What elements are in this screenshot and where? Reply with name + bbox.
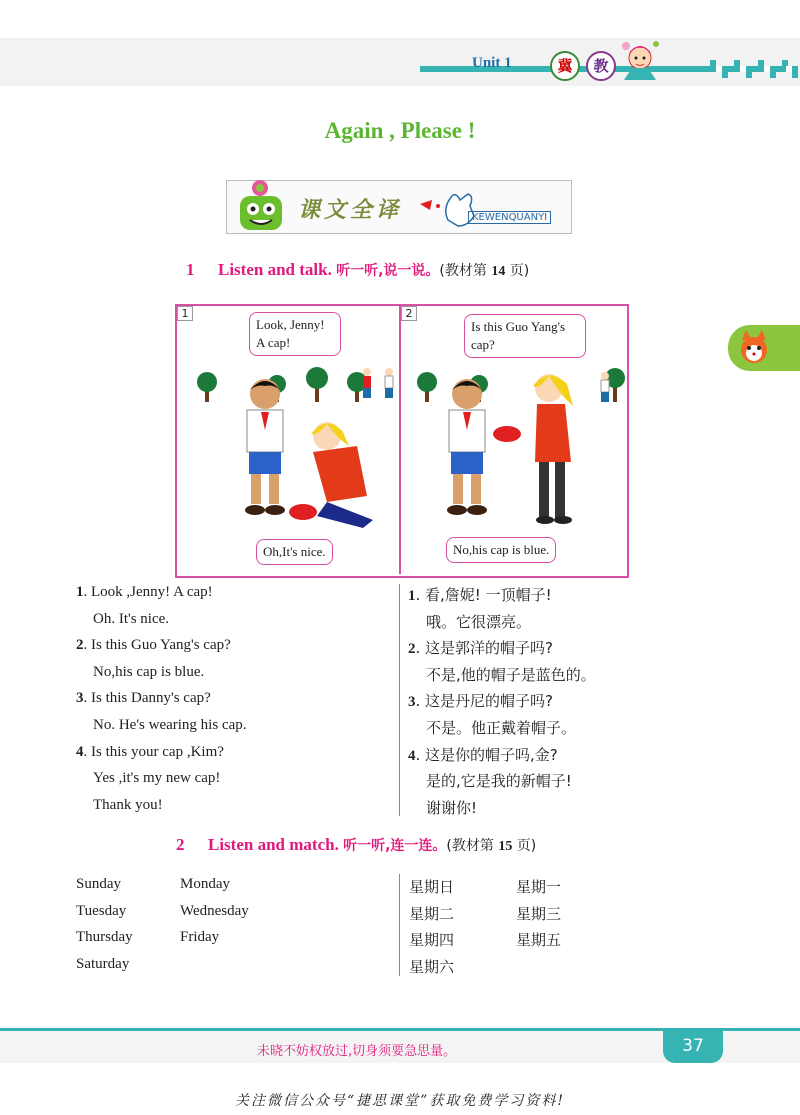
translation-cn-line: 1. 看,詹妮! 一顶帽子! — [408, 586, 552, 604]
fox-mascot-icon — [734, 328, 774, 368]
translation-cn-line: 是的,它是我的新帽子! — [426, 772, 572, 791]
column-divider — [399, 584, 400, 816]
translation-cn-line: 不是,他的帽子是蓝色的。 — [426, 665, 596, 684]
green-monster-icon — [232, 178, 292, 236]
translation-cn-line: 谢谢你! — [426, 798, 478, 817]
panel-divider — [399, 304, 401, 574]
girl-figure-2 — [493, 374, 573, 524]
day-en: Monday — [180, 876, 230, 892]
day-cn: 星期日 — [409, 878, 455, 896]
footer-motto: 未晓不妨权放过,切身须要急思量。 — [257, 1044, 457, 1059]
publisher-badge-jiao: 教 — [586, 51, 616, 81]
translation-english — [76, 584, 247, 823]
translation-en-line: 1. Look ,Jenny! A cap! — [76, 584, 213, 600]
day-en: Wednesday — [180, 902, 249, 919]
day-en: Tuesday — [76, 902, 127, 919]
panel-1-number: 1 — [177, 306, 193, 321]
day-en: Saturday — [76, 956, 130, 973]
day-en: Thursday — [76, 929, 133, 946]
section-2-ref-prefix: (教材第 — [446, 838, 494, 854]
watermark-text: 关注微信公众号“捷思课堂”获取免费学习资料! — [235, 1093, 565, 1109]
section-2-number: 2 — [176, 835, 185, 854]
section-2-ref-suffix: 页) — [516, 838, 537, 854]
translation-cn-line: 2. 这是郭洋的帽子吗? — [408, 639, 553, 658]
section-1-title-cn: 听一听,说一说。 — [336, 263, 440, 279]
translation-cn-line: 哦。它很漂亮。 — [426, 612, 532, 631]
unit-label: Unit 1 — [472, 55, 512, 71]
banner-latin: KEWENQUANYI — [468, 211, 551, 224]
days-cn-col1 — [409, 876, 454, 983]
translation-en-line: No,his cap is blue. — [93, 663, 205, 680]
speech-bubble-3: Oh,It's nice. — [256, 539, 333, 565]
translation-cn-line: 3. 这是丹尼的帽子吗? — [408, 692, 553, 711]
checker-pattern — [670, 60, 798, 78]
day-en: Friday — [180, 929, 220, 946]
speech-bubble-2: Is this Guo Yang's cap? — [464, 314, 586, 358]
days-en-col2 — [180, 876, 249, 956]
translation-en-line: No. He's wearing his cap. — [93, 716, 247, 733]
day-cn: 星期二 — [409, 904, 455, 923]
mascot-girl-icon — [614, 38, 666, 82]
girl-figure — [289, 422, 373, 528]
days-en-col1 — [76, 876, 133, 983]
days-cn-col2 — [516, 876, 561, 956]
translation-cn-line: 4. 这是你的帽子吗,金? — [408, 745, 558, 764]
section-2-heading — [176, 835, 536, 855]
translation-cn-line: 不是。他正戴着帽子。 — [426, 718, 577, 737]
section-1-ref-prefix: (教材第 — [439, 263, 487, 279]
section-1-heading — [186, 260, 529, 280]
day-cn: 星期六 — [409, 958, 455, 977]
section-1-ref-page: 14 — [491, 264, 506, 279]
section-2-title-en: Listen and match. — [208, 835, 339, 854]
publisher-badge-ji: 冀 — [550, 51, 580, 81]
day-cn: 星期五 — [516, 931, 562, 950]
section-2-ref-page: 15 — [498, 839, 513, 854]
section-2-title-cn: 听一听,连一连。 — [343, 838, 447, 854]
speech-bubble-1: Look, Jenny! A cap! — [249, 312, 341, 356]
day-cn: 星期三 — [516, 904, 562, 923]
section-1-ref-suffix: 页) — [509, 263, 530, 279]
page-number: 37 — [682, 1036, 704, 1056]
speech-bubble-4: No,his cap is blue. — [446, 537, 556, 563]
section-1-number: 1 — [186, 260, 195, 279]
translation-en-line: 4. Is this your cap ,Kim? — [76, 743, 224, 760]
translation-en-line: Oh. It's nice. — [93, 610, 170, 627]
translation-en-line: 3. Is this Danny's cap? — [76, 690, 211, 707]
page-title: Again , Please ! — [324, 118, 476, 143]
translation-chinese — [408, 584, 596, 823]
translation-en-line: 2. Is this Guo Yang's cap? — [76, 637, 231, 654]
banner-title: 课文全译 — [298, 198, 403, 223]
column-divider — [399, 874, 400, 976]
translation-en-line: Thank you! — [93, 796, 163, 813]
section-1-title-en: Listen and talk. — [218, 260, 332, 279]
side-tab — [728, 325, 800, 371]
panel-2-number: 2 — [401, 306, 417, 321]
day-en: Sunday — [76, 876, 121, 892]
day-cn: 星期四 — [409, 931, 455, 950]
day-cn: 星期一 — [516, 878, 562, 896]
translation-en-line: Yes ,it's my new cap! — [93, 770, 221, 787]
